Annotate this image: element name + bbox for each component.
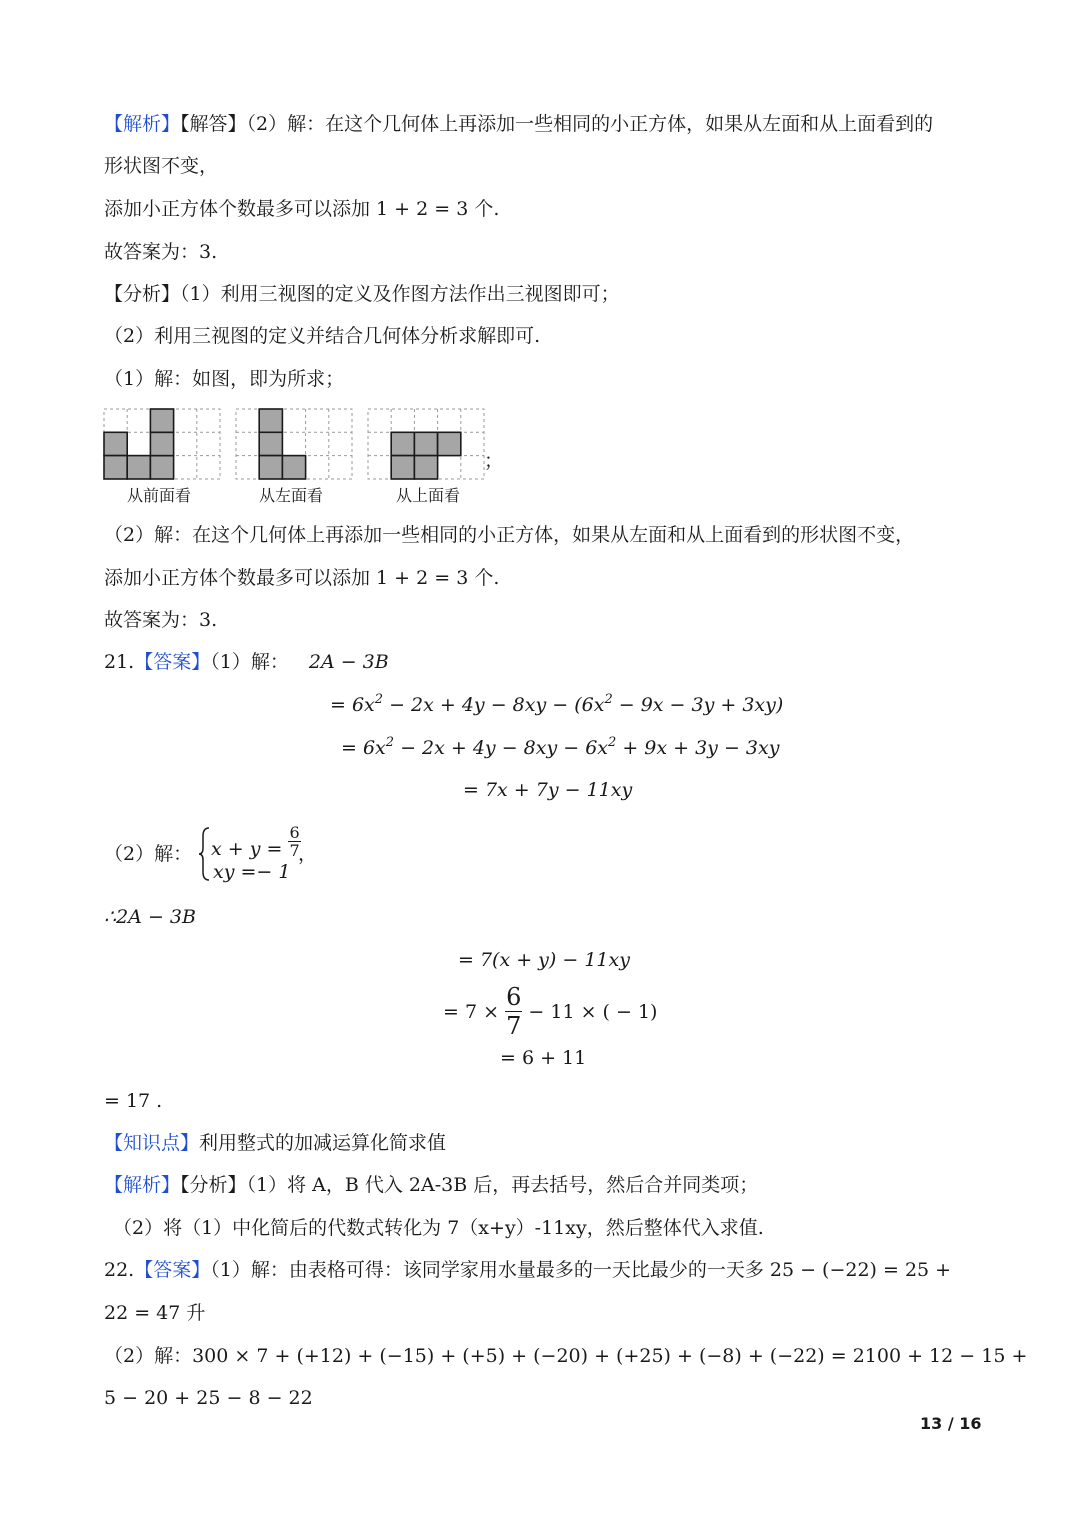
s20-line-1: 【解析】【解答】（2）解：在这个几何体上再添加一些相同的小正方体，如果从左面和从上面看到的 xyxy=(104,113,934,135)
tag-zhishidian: 【知识点】 xyxy=(104,1132,200,1154)
tag-jiexi-2: 【解析】 xyxy=(104,1174,181,1196)
q21-eval-4: = 17 . xyxy=(104,1090,163,1112)
q21-analysis-1: 【解析】【分析】（1）将 A，B 代入 2A-3B 后，再去括号，然后合并同类项； xyxy=(104,1174,759,1196)
views-semicolon: ； xyxy=(484,450,504,472)
q21-line-1: 21.【答案】（1）解： 2A − 3B xyxy=(104,651,389,673)
tag-fenxi: 【分析】 xyxy=(104,283,181,305)
page-number: 13 / 16 xyxy=(920,1414,982,1433)
q21-step-1: = $6x^2 - 2x + 4y - 8xy - (6x^2 - 9x - 3y + 3xy)$ xyxy=(330,691,784,716)
q21-part2-label: （2）解： xyxy=(104,843,193,865)
tag-jiexi: 【解析】 xyxy=(104,113,181,135)
q22-number: 22. xyxy=(104,1259,135,1281)
q22-line-1: 22.【答案】（1）解：由表格可得：该同学家用水量最多的一天比最少的一天多 25 − (−22) = 25 + xyxy=(104,1259,952,1281)
fraction-six-sevenths-large: $\frac{6}{7}$ xyxy=(506,982,522,1040)
s20-line-7: （1）解：如图，即为所求； xyxy=(104,368,345,390)
s20-line-4: 故答案为：3. xyxy=(104,241,218,263)
q21-number: 21. xyxy=(104,651,135,673)
q21-eval-1: = 7(x + y) − 11xy xyxy=(458,949,630,971)
q22-line-4: 5 − 20 + 25 − 8 − 22 xyxy=(104,1387,313,1409)
tag-daan-2: 【答案】 xyxy=(134,1259,211,1281)
q21-step-2: = $6x^2 - 2x + 4y - 8xy - 6x^2 + 9x + 3y - 3xy$ xyxy=(341,734,780,759)
q21-expr-head: 2A − 3B xyxy=(308,651,389,673)
caption-front: 从前面看 xyxy=(127,486,192,505)
s20-line-2: 形状图不变， xyxy=(104,155,219,177)
caption-top: 从上面看 xyxy=(396,486,461,505)
system-brace xyxy=(199,826,211,882)
s20-line-6: （2）利用三视图的定义并结合几何体分析求解即可. xyxy=(104,325,541,347)
q21-knowledge-point: 【知识点】利用整式的加减运算化简求值 xyxy=(104,1132,447,1154)
q21-analysis-2: （2）将（1）中化简后的代数式转化为 7（x+y）-11xy，然后整体代入求值. xyxy=(113,1217,764,1239)
three-views-figure xyxy=(100,405,500,485)
s20-line-8: （2）解：在这个几何体上再添加一些相同的小正方体，如果从左面和从上面看到的形状图不变， xyxy=(104,524,915,546)
s20-line-5: 【分析】（1）利用三视图的定义及作图方法作出三视图即可； xyxy=(104,283,620,305)
q21-eval-2: = 7 × $\frac{6}{7}$ − 11 × ( − 1) xyxy=(443,982,658,1040)
q21-eval-3: = 6 + 11 xyxy=(500,1047,587,1069)
s20-line-3: 添加小正方体个数最多可以添加 1 + 2 = 3 个. xyxy=(104,198,500,220)
q21-therefore: ∴2A − 3B xyxy=(104,906,196,928)
q22-line-2: 22 = 47 升 xyxy=(104,1302,206,1324)
s20-line-9: 添加小正方体个数最多可以添加 1 + 2 = 3 个. xyxy=(104,567,500,589)
s20-line-10: 故答案为：3. xyxy=(104,609,218,631)
tag-jieda: 【解答】 xyxy=(180,113,247,135)
q21-step-3: = 7x + 7y − 11xy xyxy=(463,779,633,801)
tag-fenxi-2: 【分析】 xyxy=(180,1174,247,1196)
tag-daan: 【答案】 xyxy=(134,651,211,673)
caption-left: 从左面看 xyxy=(259,486,324,505)
system-comma: ， xyxy=(298,843,318,865)
q22-line-3: （2）解：300 × 7 + (+12) + (−15) + (+5) + (−20) + (+25) + (−8) + (−22) = 2100 + 12 − 15 + xyxy=(104,1345,1028,1367)
fraction-six-sevenths: $\frac{6}{7}$ xyxy=(289,823,300,860)
system-eq-2: xy =− 1 xyxy=(213,861,291,883)
system-eq-1: x + y = $\frac{6}{7}$ xyxy=(211,823,300,860)
